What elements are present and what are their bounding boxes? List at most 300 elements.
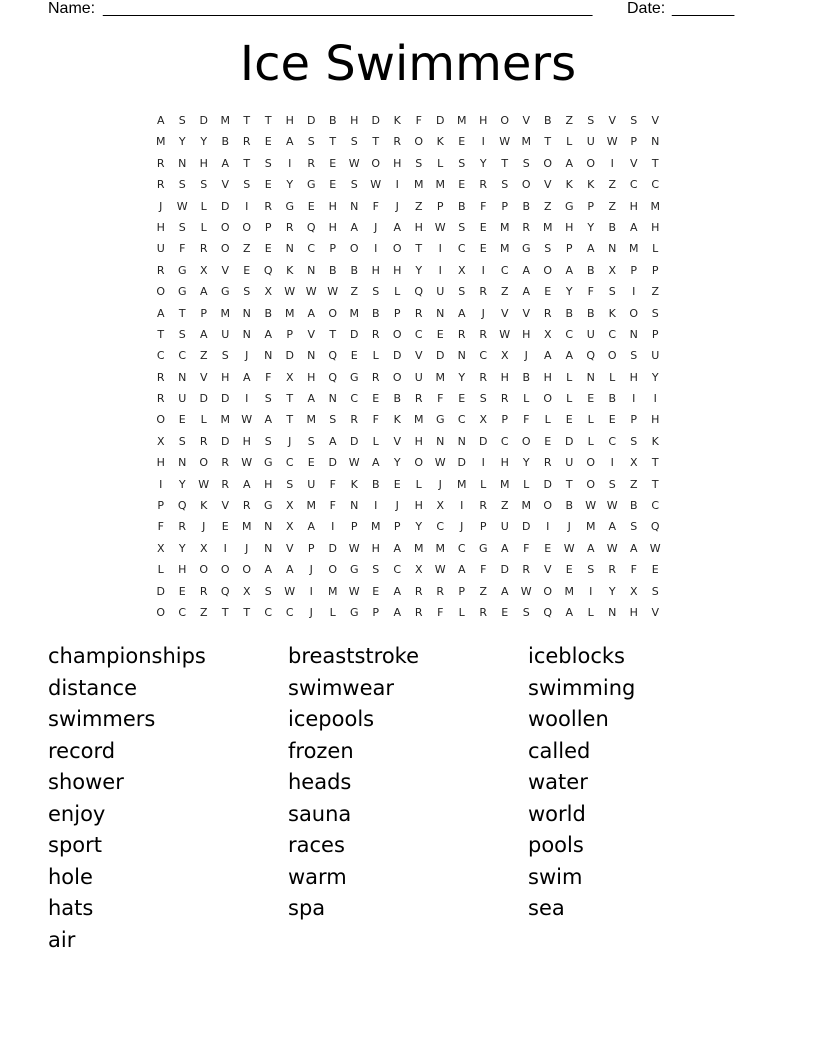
grid-letter[interactable]: B — [264, 306, 273, 320]
grid-letter[interactable]: P — [630, 263, 638, 277]
grid-letter[interactable]: S — [501, 178, 509, 192]
grid-letter[interactable]: M — [564, 584, 574, 598]
grid-letter[interactable]: D — [307, 114, 316, 127]
grid-letter[interactable]: V — [221, 263, 230, 277]
grid-letter[interactable]: A — [586, 242, 595, 256]
grid-letter[interactable]: N — [436, 434, 445, 448]
grid-letter[interactable]: X — [457, 263, 466, 277]
grid-letter[interactable]: I — [438, 242, 442, 256]
grid-letter[interactable]: X — [199, 541, 208, 555]
grid-letter[interactable]: P — [651, 263, 659, 277]
grid-letter[interactable]: U — [414, 370, 423, 384]
grid-letter[interactable]: W — [649, 541, 661, 555]
grid-letter[interactable]: Z — [242, 242, 251, 256]
grid-letter[interactable]: T — [178, 306, 186, 320]
grid-letter[interactable]: E — [587, 392, 595, 406]
grid-letter[interactable]: U — [307, 477, 316, 491]
grid-letter[interactable]: V — [608, 114, 617, 127]
grid-letter[interactable]: V — [522, 114, 531, 127]
grid-letter[interactable]: D — [328, 456, 337, 470]
grid-letter[interactable]: S — [307, 135, 315, 149]
grid-letter[interactable]: S — [264, 156, 272, 170]
grid-letter[interactable]: O — [156, 413, 166, 427]
grid-letter[interactable]: N — [264, 349, 273, 363]
grid-letter[interactable]: P — [264, 220, 272, 234]
grid-letter[interactable]: T — [651, 477, 659, 491]
grid-letter[interactable]: N — [178, 156, 187, 170]
grid-letter[interactable]: N — [586, 370, 595, 384]
grid-letter[interactable]: P — [200, 306, 208, 320]
grid-letter[interactable]: K — [393, 413, 401, 427]
grid-letter[interactable]: L — [523, 477, 530, 491]
grid-letter[interactable]: O — [242, 220, 252, 234]
grid-letter[interactable]: R — [285, 220, 294, 234]
grid-letter[interactable]: W — [370, 178, 382, 192]
grid-letter[interactable]: S — [264, 392, 272, 406]
grid-letter[interactable]: I — [374, 499, 378, 513]
grid-letter[interactable]: X — [500, 349, 509, 363]
grid-letter[interactable]: Q — [220, 584, 230, 598]
grid-letter[interactable]: H — [651, 220, 660, 234]
grid-letter[interactable]: A — [586, 541, 595, 555]
grid-letter[interactable]: R — [307, 156, 316, 170]
grid-letter[interactable]: E — [178, 584, 186, 598]
grid-letter[interactable]: X — [156, 541, 165, 555]
grid-letter[interactable]: W — [606, 541, 618, 555]
grid-letter[interactable]: O — [414, 456, 424, 470]
grid-letter[interactable]: L — [437, 156, 444, 170]
grid-letter[interactable]: N — [178, 456, 187, 470]
grid-letter[interactable]: J — [567, 520, 571, 534]
grid-letter[interactable]: E — [221, 520, 229, 534]
grid-letter[interactable]: Q — [543, 605, 553, 619]
grid-letter[interactable]: F — [157, 520, 164, 534]
grid-letter[interactable]: T — [565, 477, 573, 491]
grid-letter[interactable]: S — [630, 434, 638, 448]
grid-letter[interactable]: W — [499, 135, 511, 149]
grid-letter[interactable]: B — [328, 114, 337, 127]
grid-letter[interactable]: O — [500, 114, 510, 127]
grid-letter[interactable]: I — [331, 520, 335, 534]
grid-letter[interactable]: U — [586, 327, 595, 341]
grid-letter[interactable]: Z — [565, 114, 574, 127]
grid-letter[interactable]: D — [371, 114, 380, 127]
grid-letter[interactable]: M — [521, 135, 531, 149]
grid-letter[interactable]: I — [610, 456, 614, 470]
grid-letter[interactable]: I — [288, 156, 292, 170]
grid-letter[interactable]: W — [499, 327, 511, 341]
grid-letter[interactable]: A — [565, 156, 574, 170]
grid-letter[interactable]: T — [286, 392, 294, 406]
grid-letter[interactable]: I — [309, 584, 313, 598]
grid-letter[interactable]: N — [264, 541, 273, 555]
grid-letter[interactable]: S — [178, 220, 186, 234]
grid-letter[interactable]: R — [350, 413, 359, 427]
grid-letter[interactable]: U — [651, 349, 660, 363]
grid-letter[interactable]: N — [264, 520, 273, 534]
grid-letter[interactable]: R — [479, 370, 488, 384]
grid-letter[interactable]: Z — [608, 178, 617, 192]
grid-letter[interactable]: O — [586, 477, 596, 491]
grid-letter[interactable]: W — [348, 584, 360, 598]
grid-letter[interactable]: V — [199, 370, 208, 384]
grid-letter[interactable]: D — [393, 349, 402, 363]
grid-letter[interactable]: I — [481, 135, 485, 149]
grid-letter[interactable]: S — [372, 285, 380, 299]
grid-letter[interactable]: T — [264, 114, 272, 127]
grid-letter[interactable]: Y — [522, 456, 530, 470]
grid-letter[interactable]: L — [200, 199, 207, 213]
grid-letter[interactable]: H — [199, 156, 208, 170]
grid-letter[interactable]: F — [179, 242, 186, 256]
grid-letter[interactable]: S — [651, 306, 659, 320]
grid-letter[interactable]: A — [199, 285, 208, 299]
grid-letter[interactable]: R — [221, 456, 230, 470]
grid-letter[interactable]: N — [307, 349, 316, 363]
grid-letter[interactable]: B — [586, 263, 595, 277]
grid-letter[interactable]: Q — [177, 499, 187, 513]
grid-letter[interactable]: N — [350, 499, 359, 513]
grid-letter[interactable]: H — [242, 434, 251, 448]
grid-letter[interactable]: O — [199, 563, 209, 577]
grid-letter[interactable]: O — [371, 156, 381, 170]
grid-letter[interactable]: B — [221, 135, 230, 149]
grid-letter[interactable]: A — [307, 520, 316, 534]
grid-letter[interactable]: U — [221, 327, 230, 341]
grid-letter[interactable]: A — [307, 392, 316, 406]
grid-letter[interactable]: F — [329, 477, 336, 491]
grid-letter[interactable]: M — [306, 499, 316, 513]
grid-letter[interactable]: G — [263, 499, 273, 513]
grid-letter[interactable]: I — [438, 263, 442, 277]
grid-letter[interactable]: C — [608, 434, 617, 448]
grid-letter[interactable]: J — [159, 199, 163, 213]
grid-letter[interactable]: O — [543, 584, 553, 598]
grid-letter[interactable]: S — [630, 114, 638, 127]
grid-letter[interactable]: P — [501, 199, 509, 213]
grid-letter[interactable]: T — [221, 605, 229, 619]
grid-letter[interactable]: L — [372, 434, 379, 448]
grid-letter[interactable]: H — [285, 114, 294, 127]
grid-letter[interactable]: Y — [587, 220, 595, 234]
grid-letter[interactable]: A — [285, 135, 294, 149]
grid-letter[interactable]: P — [393, 306, 401, 320]
grid-letter[interactable]: Q — [263, 263, 273, 277]
grid-letter[interactable]: K — [565, 178, 573, 192]
grid-letter[interactable]: E — [372, 584, 380, 598]
grid-letter[interactable]: S — [178, 434, 186, 448]
grid-letter[interactable]: B — [393, 392, 402, 406]
grid-letter[interactable]: W — [284, 285, 296, 299]
grid-letter[interactable]: G — [285, 199, 295, 213]
grid-letter[interactable]: B — [608, 392, 617, 406]
grid-letter[interactable]: O — [156, 285, 166, 299]
grid-letter[interactable]: Q — [306, 220, 316, 234]
grid-letter[interactable]: P — [307, 541, 315, 555]
grid-letter[interactable]: D — [543, 477, 552, 491]
grid-letter[interactable]: M — [220, 114, 230, 127]
grid-letter[interactable]: W — [434, 220, 446, 234]
grid-letter[interactable]: A — [350, 220, 359, 234]
grid-letter[interactable]: S — [458, 285, 466, 299]
grid-letter[interactable]: R — [264, 199, 273, 213]
grid-letter[interactable]: D — [479, 434, 488, 448]
grid-letter[interactable]: C — [178, 605, 187, 619]
grid-letter[interactable]: B — [371, 477, 380, 491]
grid-letter[interactable]: F — [587, 285, 594, 299]
grid-letter[interactable]: M — [543, 220, 553, 234]
grid-letter[interactable]: A — [242, 370, 251, 384]
grid-letter[interactable]: S — [243, 285, 251, 299]
grid-letter[interactable]: N — [178, 370, 187, 384]
grid-letter[interactable]: H — [156, 220, 165, 234]
grid-letter[interactable]: R — [393, 135, 402, 149]
grid-letter[interactable]: S — [307, 434, 315, 448]
grid-letter[interactable]: X — [285, 499, 294, 513]
grid-letter[interactable]: D — [221, 392, 230, 406]
grid-letter[interactable]: H — [393, 263, 402, 277]
grid-letter[interactable]: F — [523, 413, 530, 427]
grid-letter[interactable]: U — [565, 456, 574, 470]
grid-letter[interactable]: Y — [651, 370, 659, 384]
grid-letter[interactable]: L — [652, 242, 659, 256]
grid-letter[interactable]: Q — [328, 370, 338, 384]
grid-letter[interactable]: I — [245, 392, 249, 406]
grid-letter[interactable]: T — [372, 135, 380, 149]
grid-letter[interactable]: P — [651, 327, 659, 341]
grid-letter[interactable]: R — [479, 285, 488, 299]
grid-letter[interactable]: Z — [651, 285, 660, 299]
grid-letter[interactable]: O — [199, 456, 209, 470]
grid-letter[interactable]: W — [241, 456, 253, 470]
grid-letter[interactable]: P — [458, 584, 466, 598]
grid-letter[interactable]: C — [629, 178, 638, 192]
grid-letter[interactable]: S — [415, 156, 423, 170]
name-blank-line[interactable]: _______________________________________________________ — [103, 0, 593, 17]
grid-letter[interactable]: Q — [328, 349, 338, 363]
grid-letter[interactable]: U — [586, 135, 595, 149]
grid-letter[interactable]: H — [629, 370, 638, 384]
grid-letter[interactable]: R — [414, 306, 423, 320]
grid-letter[interactable]: H — [543, 370, 552, 384]
grid-letter[interactable]: X — [264, 285, 273, 299]
grid-letter[interactable]: R — [479, 327, 488, 341]
grid-letter[interactable]: A — [393, 541, 402, 555]
grid-letter[interactable]: W — [348, 456, 360, 470]
grid-letter[interactable]: J — [309, 605, 313, 619]
grid-letter[interactable]: O — [220, 220, 230, 234]
grid-letter[interactable]: W — [434, 563, 446, 577]
grid-letter[interactable]: L — [609, 370, 616, 384]
grid-letter[interactable]: C — [479, 349, 488, 363]
grid-letter[interactable]: O — [156, 605, 166, 619]
grid-letter[interactable]: N — [651, 135, 660, 149]
grid-letter[interactable]: Y — [479, 156, 487, 170]
grid-letter[interactable]: A — [565, 349, 574, 363]
grid-letter[interactable]: W — [348, 541, 360, 555]
grid-letter[interactable]: P — [393, 520, 401, 534]
grid-letter[interactable]: E — [264, 242, 272, 256]
grid-letter[interactable]: H — [393, 156, 402, 170]
grid-letter[interactable]: B — [457, 199, 466, 213]
grid-letter[interactable]: G — [564, 199, 574, 213]
grid-letter[interactable]: G — [349, 605, 359, 619]
grid-letter[interactable]: S — [651, 584, 659, 598]
grid-letter[interactable]: X — [285, 520, 294, 534]
grid-letter[interactable]: E — [372, 392, 380, 406]
grid-letter[interactable]: I — [632, 285, 636, 299]
grid-letter[interactable]: R — [199, 584, 208, 598]
grid-letter[interactable]: S — [587, 114, 595, 127]
grid-letter[interactable]: M — [650, 199, 660, 213]
grid-letter[interactable]: S — [178, 178, 186, 192]
grid-letter[interactable]: E — [458, 392, 466, 406]
grid-letter[interactable]: P — [350, 520, 358, 534]
grid-letter[interactable]: O — [328, 563, 338, 577]
grid-letter[interactable]: V — [651, 114, 660, 127]
grid-letter[interactable]: D — [221, 434, 230, 448]
grid-letter[interactable]: W — [284, 584, 296, 598]
grid-letter[interactable]: T — [286, 413, 294, 427]
grid-letter[interactable]: I — [395, 178, 399, 192]
grid-letter[interactable]: R — [371, 370, 380, 384]
grid-letter[interactable]: E — [329, 178, 337, 192]
grid-letter[interactable]: T — [544, 135, 552, 149]
grid-letter[interactable]: V — [651, 605, 660, 619]
grid-letter[interactable]: Q — [586, 349, 596, 363]
grid-letter[interactable]: C — [651, 499, 660, 513]
grid-letter[interactable]: G — [521, 242, 531, 256]
grid-letter[interactable]: B — [608, 220, 617, 234]
grid-letter[interactable]: E — [178, 413, 186, 427]
grid-letter[interactable]: R — [500, 392, 509, 406]
grid-letter[interactable]: V — [393, 434, 402, 448]
grid-letter[interactable]: G — [349, 563, 359, 577]
grid-letter[interactable]: L — [200, 220, 207, 234]
grid-letter[interactable]: H — [522, 327, 531, 341]
grid-letter[interactable]: U — [436, 285, 445, 299]
grid-letter[interactable]: T — [651, 156, 659, 170]
grid-letter[interactable]: H — [629, 605, 638, 619]
grid-letter[interactable]: P — [501, 413, 509, 427]
grid-letter[interactable]: N — [285, 242, 294, 256]
grid-letter[interactable]: C — [457, 413, 466, 427]
grid-letter[interactable]: L — [157, 563, 164, 577]
grid-letter[interactable]: E — [458, 178, 466, 192]
grid-letter[interactable]: D — [199, 114, 208, 127]
grid-letter[interactable]: V — [221, 499, 230, 513]
grid-letter[interactable]: A — [457, 306, 466, 320]
grid-letter[interactable]: S — [350, 135, 358, 149]
grid-letter[interactable]: W — [176, 199, 188, 213]
grid-letter[interactable]: R — [436, 584, 445, 598]
grid-letter[interactable]: D — [436, 349, 445, 363]
grid-letter[interactable]: R — [242, 135, 251, 149]
grid-letter[interactable]: A — [393, 605, 402, 619]
grid-letter[interactable]: C — [285, 456, 294, 470]
grid-letter[interactable]: Y — [415, 263, 423, 277]
grid-letter[interactable]: R — [543, 306, 552, 320]
grid-letter[interactable]: F — [329, 499, 336, 513]
grid-letter[interactable]: O — [586, 456, 596, 470]
grid-letter[interactable]: E — [479, 220, 487, 234]
grid-letter[interactable]: V — [543, 563, 552, 577]
grid-letter[interactable]: H — [371, 541, 380, 555]
grid-letter[interactable]: I — [223, 541, 227, 555]
grid-letter[interactable]: B — [350, 263, 359, 277]
grid-letter[interactable]: H — [629, 199, 638, 213]
grid-letter[interactable]: H — [328, 199, 337, 213]
grid-letter[interactable]: E — [393, 477, 401, 491]
grid-letter[interactable]: E — [264, 135, 272, 149]
grid-letter[interactable]: S — [329, 413, 337, 427]
grid-letter[interactable]: W — [606, 499, 618, 513]
grid-letter[interactable]: X — [414, 563, 423, 577]
grid-letter[interactable]: R — [156, 392, 165, 406]
grid-letter[interactable]: M — [521, 499, 531, 513]
grid-letter[interactable]: A — [371, 456, 380, 470]
grid-letter[interactable]: T — [329, 327, 337, 341]
grid-letter[interactable]: D — [199, 392, 208, 406]
grid-letter[interactable]: L — [587, 434, 594, 448]
grid-letter[interactable]: W — [563, 541, 575, 555]
grid-letter[interactable]: X — [629, 456, 638, 470]
grid-letter[interactable]: S — [200, 178, 208, 192]
grid-letter[interactable]: V — [414, 349, 423, 363]
grid-letter[interactable]: H — [221, 370, 230, 384]
grid-letter[interactable]: S — [372, 563, 380, 577]
grid-letter[interactable]: Y — [608, 584, 616, 598]
grid-letter[interactable]: C — [156, 349, 165, 363]
grid-letter[interactable]: Z — [629, 477, 638, 491]
grid-letter[interactable]: O — [586, 156, 596, 170]
grid-letter[interactable]: R — [156, 156, 165, 170]
grid-letter[interactable]: O — [349, 242, 359, 256]
grid-letter[interactable]: F — [265, 370, 272, 384]
grid-letter[interactable]: V — [500, 306, 509, 320]
grid-letter[interactable]: J — [245, 541, 249, 555]
grid-letter[interactable]: F — [523, 541, 530, 555]
grid-letter[interactable]: A — [393, 584, 402, 598]
grid-letter[interactable]: A — [264, 413, 273, 427]
grid-letter[interactable]: W — [305, 285, 317, 299]
grid-letter[interactable]: Z — [543, 199, 552, 213]
grid-letter[interactable]: L — [458, 605, 465, 619]
grid-letter[interactable]: N — [307, 263, 316, 277]
grid-letter[interactable]: H — [414, 434, 423, 448]
grid-letter[interactable]: R — [156, 370, 165, 384]
grid-letter[interactable]: A — [629, 541, 638, 555]
grid-letter[interactable]: M — [220, 306, 230, 320]
grid-letter[interactable]: J — [438, 477, 442, 491]
grid-letter[interactable]: J — [374, 220, 378, 234]
grid-letter[interactable]: X — [199, 263, 208, 277]
grid-letter[interactable]: U — [156, 242, 165, 256]
grid-letter[interactable]: H — [500, 370, 509, 384]
grid-letter[interactable]: K — [608, 306, 616, 320]
grid-letter[interactable]: L — [566, 370, 573, 384]
grid-letter[interactable]: N — [608, 242, 617, 256]
grid-letter[interactable]: G — [435, 413, 445, 427]
grid-letter[interactable]: R — [371, 327, 380, 341]
grid-letter[interactable]: G — [263, 456, 273, 470]
grid-letter[interactable]: R — [457, 327, 466, 341]
grid-letter[interactable]: D — [436, 114, 445, 127]
grid-letter[interactable]: L — [566, 135, 573, 149]
grid-letter[interactable]: R — [242, 499, 251, 513]
grid-letter[interactable]: A — [242, 477, 251, 491]
grid-letter[interactable]: W — [585, 499, 597, 513]
